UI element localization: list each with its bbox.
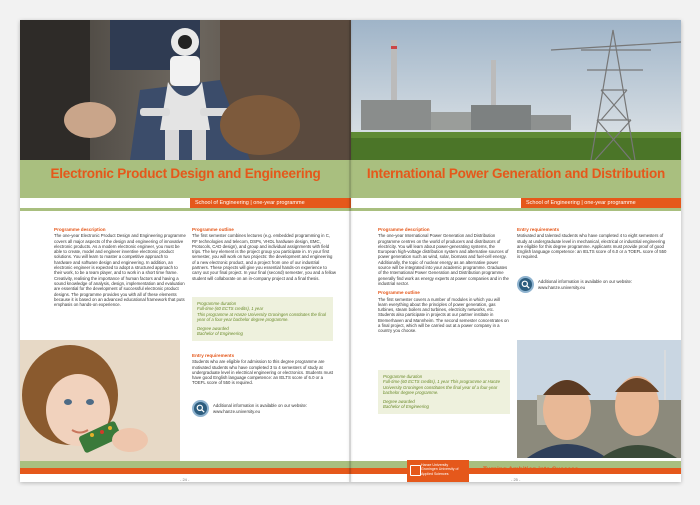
outline-section bbox=[192, 227, 336, 281]
section-text: The first semester covers a number of modules in which you will learn everything about the principles of power generation, gas turbines, steam boilers and turbines, electricity networks, etc. Students also participate in projects at our partner institute in Bremerhaven and Mannheim. The second semester concentrates on a final project, which will be carried out at a power company in a country you choose. bbox=[378, 296, 509, 334]
page-number: - 25 - bbox=[511, 477, 521, 482]
logo-text: Hanze University Groningen University of Applied Sciences bbox=[421, 463, 459, 476]
programme-info-box bbox=[192, 297, 333, 341]
entry-section bbox=[517, 227, 667, 260]
school-label: School of Engineering | one-year programme bbox=[521, 198, 681, 208]
duration-note: This programme at Hanze University Groningen constitutes the final year of a four-year bachelor degree programme. bbox=[197, 311, 326, 322]
section-heading: Entry requirements bbox=[517, 227, 560, 232]
page-title: International Power Generation and Distribution bbox=[366, 166, 666, 181]
book-spine bbox=[349, 20, 353, 482]
contact-info bbox=[192, 400, 336, 417]
school-band bbox=[351, 198, 681, 208]
right-page bbox=[351, 20, 681, 482]
page-title: Electronic Product Design and Engineering bbox=[50, 166, 321, 181]
duration-label: Programme duration bbox=[197, 301, 237, 306]
left-page bbox=[20, 20, 351, 482]
description-section bbox=[54, 227, 186, 307]
search-icon bbox=[192, 400, 209, 417]
entry-section bbox=[192, 353, 336, 386]
contact-text: Additional information is available on our website: www.hanze.university.eu bbox=[538, 279, 633, 290]
student-photo bbox=[20, 340, 180, 461]
degree-label: Degree awarded bbox=[197, 326, 229, 332]
section-heading: Entry requirements bbox=[192, 353, 235, 358]
students-photo bbox=[517, 340, 681, 458]
duration-text: Full-time (60 ECTS credits), 1 year bbox=[197, 306, 264, 312]
divider bbox=[351, 208, 681, 211]
section-heading: Programme outline bbox=[192, 227, 234, 232]
footer-bar bbox=[20, 468, 351, 474]
robot-photo bbox=[20, 20, 351, 160]
power-plant-photo bbox=[351, 20, 681, 160]
page-number: - 24 - bbox=[180, 477, 190, 482]
contact-text: Additional information is available on our website: www.hanze.university.eu bbox=[213, 403, 308, 414]
duration-label: Programme duration bbox=[383, 374, 423, 379]
duration-text: Full-time (60 ECTS credits), 1 year This programme at Hanze University Groningen constitutes the final year of a four-year bachelor degree programme. bbox=[383, 379, 501, 395]
section-text: The first semester combines lectures (e.g. embedded programming in C, RF technologies and telecom, DSPs, VHDL hardware design, EMC, Protocols, CAD design), and group and individual assignments with field trips. The key element is the project group you participate in. In your first semester, you will work on two projects: the development and engineering of a new electronic product, and a project from one of our industrial partners. These projects will give you essential hands-on experience to carry out your final project. In your final (second) semester, you and a fellow student will collaborate on an in-company project and a final thesis. bbox=[192, 233, 337, 281]
description-section bbox=[378, 227, 510, 334]
section-heading: Programme outline bbox=[378, 290, 420, 296]
logo-icon bbox=[410, 465, 421, 476]
section-text: The one-year Electronic Product Design and Engineering programme covers all major aspects of the design and engineering of innovative electronic products. As a modern electronic engineer, you must be able to create, model and engineer inventive electronic product solutions. You will learn to master a competitive approach to hardware and software design and engineering. In addition, an electronic engineer is expected to adopt a structured approach to their work, to be a team player, and to work in a short time frame. Creativity, realising the importance of human factors and having a sound knowledge of analysis, design, implementation and evaluation are essential for the development of successful electronic product designs. The programme provides you with all of these elements because it is based on an advanced educational framework that puts emphasis on hands-on experience. bbox=[54, 233, 186, 308]
footer-band bbox=[20, 461, 351, 468]
section-text: Students who are eligible for admission to this degree programme are motivated students who have completed 3 to 4 semesters of study at undergraduate level in electrical engineering or electronics. Students must have good English language competence: an IELTS score of 6.0 or a TOEFL score of 550 is required. bbox=[192, 359, 333, 386]
contact-info bbox=[517, 276, 667, 293]
section-text: The one-year International Power Generation and Distribution programme centres on the world of producers and distributors of electricity. You will learn about power-generating systems, the European high-voltage distribution system and alternative sources of power generation such as wind, solar, biomass and fuel-cell energy. Additionally, the topic of nuclear energy as an alternative power source will be integrated into your academic programme. Graduates of the International Power Generation and Distribution programme generally find work as energy experts at power companies and in the industrial sector. bbox=[378, 233, 509, 286]
slogan: Turning Ambition into Success bbox=[483, 466, 579, 473]
school-band bbox=[20, 198, 351, 208]
programme-info-box bbox=[378, 370, 510, 414]
degree-text: Bachelor of Engineering bbox=[383, 404, 429, 410]
section-heading: Programme description bbox=[54, 227, 106, 232]
section-text: Motivated and talented students who have completed 4 to eight semesters of study at undergraduate level in mechanical, electrical or industrial engineering are eligible for this degree programme. Applicants must provide proof of good English language competence: an IELTS score of 6.0 or a TOEFL score of 550 is required. bbox=[517, 233, 667, 260]
degree-label: Degree awarded bbox=[383, 399, 415, 405]
divider bbox=[20, 208, 351, 211]
school-label: School of Engineering | one-year programme bbox=[190, 198, 351, 208]
university-logo bbox=[407, 460, 469, 482]
section-heading: Programme description bbox=[378, 227, 430, 232]
search-icon bbox=[517, 276, 534, 293]
degree-text: Bachelor of Engineering bbox=[197, 331, 243, 337]
